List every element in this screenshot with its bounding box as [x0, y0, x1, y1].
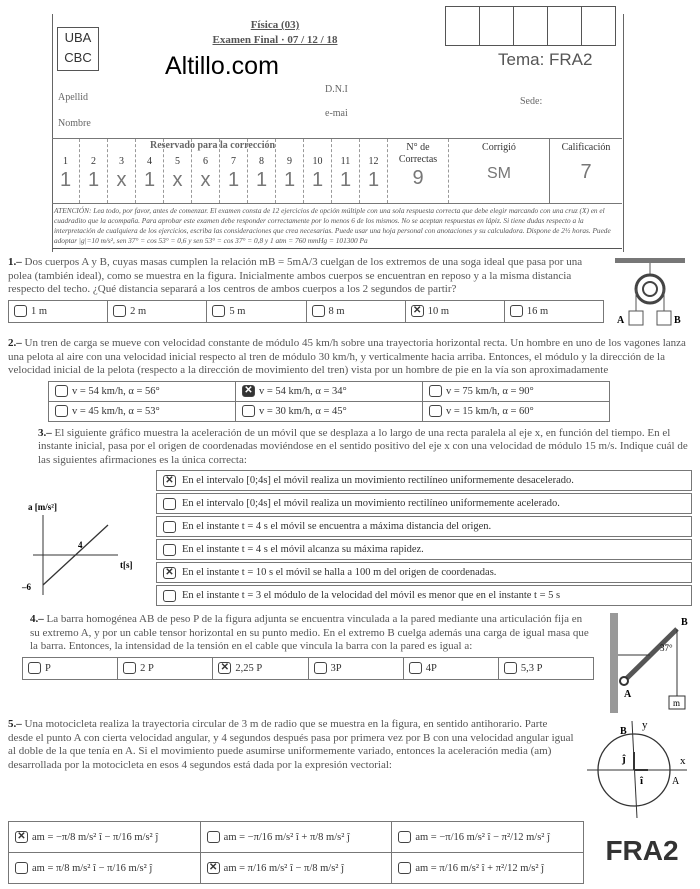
- grid-number: 5: [175, 156, 180, 167]
- q4-option[interactable]: 3P: [309, 658, 404, 679]
- question-2-block: [8, 337, 692, 422]
- grid-number: 7: [231, 156, 236, 167]
- question-4: 4.– La barra homogénea AB de peso P de la figura adjunta se encuentra vinculada a la pared mediante una articulación fija en su extremo A, y por un cable tensor horizontal en su punto medio. En el extremo B cuelga además una carga de igual masa que la barra. Entonces, la intensidad de la tensión en el cable que vincula la barra con la pared es igual a:: [30, 613, 589, 652]
- q1-option[interactable]: 8 m: [307, 301, 406, 322]
- grid-mark: 1: [59, 169, 72, 191]
- grid-number: 12: [368, 156, 379, 167]
- exam-title: [200, 18, 350, 48]
- q4-option-checked[interactable]: ✕ 2,25 P: [213, 658, 308, 679]
- question-5-options-block: [8, 821, 692, 884]
- grid-number: 11: [340, 156, 351, 167]
- question-2: 2.– Un tren de carga se mueve con velocidad constante de módulo 45 km/h sobre una trayectoria horizontal recta. Un hombre en uno de los vagones lanza una pelota al aire con una velocidad inicial respecto al tren de módulo 30 km/h, y verticalmente hacia arriba. Entonces, el módulo y la dirección de la velocidad inicial de la pelota (respecto a la dirección de movimiento del tren) vista por un hombre de pie en la vía son aproximadamente: [8, 337, 686, 376]
- grid-mark: x: [172, 169, 183, 191]
- question-3: 3.– El siguiente gráfico muestra la aceleración de un móvil que se desplaza a lo largo de una recta paralela al eje x, en función del tiempo. En el instante inicial, pasa por el origen de coordenadas moviéndose en el sentido positivo del eje x con una velocidad de módulo 15 m/s. Indique cuál de las siguientes afirmaciones es la única correcta:: [38, 426, 688, 466]
- q1-option[interactable]: 16 m: [505, 301, 603, 322]
- q1-option[interactable]: 1 m: [9, 301, 108, 322]
- q3-option[interactable]: En el instante t = 3 el módulo de la velocidad del móvil es menor que en el instante t = 5 s: [156, 585, 692, 606]
- q4-option[interactable]: P: [23, 658, 118, 679]
- question-1-block: [8, 256, 692, 332]
- x-tick: 4: [78, 540, 83, 550]
- question-1: 1.– Dos cuerpos A y B, cuyas masas cumplen la relación mB = 5mA/3 cuelgan de los extremos de una soga ideal que pasa por una polea (también ideal), como se muestra en la figura. Inicialmente ambos cuerpos se encuentran en reposo y a la misma distancia respecto del techo. ¿Qué distancia separará a los centros de ambos cuerpos a los 2 segundos de partir?: [8, 256, 583, 295]
- grid-number: 3: [119, 156, 124, 167]
- corrigio-value: SM: [487, 165, 511, 182]
- label-b: B: [674, 315, 681, 326]
- grid-mark: 1: [283, 169, 296, 191]
- q1-options: [8, 300, 604, 323]
- calificacion-value: 7: [580, 161, 592, 183]
- q5-option-checked[interactable]: ✕ am = π/16 m/s² î − π/8 m/s² ĵ: [201, 853, 393, 883]
- grid-number: 2: [91, 156, 96, 167]
- y-axis-label: y: [642, 719, 648, 731]
- q1-option[interactable]: 2 m: [108, 301, 207, 322]
- label-b: B: [681, 617, 688, 628]
- q2-option[interactable]: v = 45 km/h, α = 53°: [49, 402, 236, 421]
- circle-figure: [582, 718, 692, 818]
- grid-number: 10: [312, 156, 323, 167]
- correctas-label: N° de Correctas: [398, 142, 438, 165]
- q5-option-checked[interactable]: ✕ am = −π/8 m/s² î − π/16 m/s² ĵ: [9, 822, 201, 852]
- question-3-block: [8, 470, 692, 608]
- label-a: A: [617, 315, 625, 326]
- mass-label: m: [673, 698, 681, 708]
- question-4-block: [8, 613, 692, 713]
- q2-option[interactable]: v = 54 km/h, α = 56°: [49, 382, 236, 401]
- nombre-label: Nombre: [58, 118, 91, 129]
- unit-i: î: [640, 775, 644, 787]
- q5-option[interactable]: am = −π/16 m/s² î + π/8 m/s² ĵ: [201, 822, 393, 852]
- grid-mark: 1: [255, 169, 268, 191]
- x-axis-label: x: [680, 755, 686, 767]
- grid-number: 6: [203, 156, 208, 167]
- q1-option[interactable]: 5 m: [207, 301, 306, 322]
- grid-number: 8: [259, 156, 264, 167]
- q4-option[interactable]: 4P: [404, 658, 499, 679]
- uba-cbc-logo: [57, 27, 99, 71]
- footer-tema: FRA2: [605, 835, 679, 866]
- q3-option[interactable]: En el instante t = 4 s el móvil alcanza su máxima rapidez.: [156, 539, 692, 560]
- q5-option[interactable]: am = π/16 m/s² î + π²/12 m/s² ĵ: [392, 853, 583, 883]
- correctas-value: 9: [412, 167, 424, 189]
- q2-option[interactable]: v = 75 km/h, α = 90°: [423, 382, 609, 401]
- watermark: Altillo.com: [165, 52, 279, 80]
- q3-option-checked[interactable]: ✕ En el intervalo [0;4s] el móvil realiza un movimiento rectilíneo uniformemente desacelerado.: [156, 470, 692, 491]
- q4-option[interactable]: 2 P: [118, 658, 213, 679]
- angle-label: 37°: [660, 643, 673, 653]
- pulley-figure: [612, 256, 692, 332]
- q4-options: [22, 657, 594, 680]
- x-axis-label: t[s]: [120, 560, 133, 570]
- tema: Tema: FRA2: [498, 50, 593, 69]
- questions: [8, 256, 692, 889]
- q3-option-checked[interactable]: ✕ En el instante t = 10 s el móvil se halla a 100 m del origen de coordenadas.: [156, 562, 692, 583]
- q2-option[interactable]: v = 30 km/h, α = 45°: [236, 402, 423, 421]
- q1-option-checked[interactable]: ✕ 10 m: [406, 301, 505, 322]
- label-a: A: [624, 689, 632, 700]
- email-label: e-mai: [325, 108, 348, 119]
- grid-mark: 1: [87, 169, 100, 191]
- apellido-label: Apellid: [58, 92, 88, 103]
- y-axis-label: a [m/s²]: [28, 502, 57, 512]
- point-a: A: [672, 776, 680, 787]
- grid-number: 9: [287, 156, 292, 167]
- cbc: CBC: [64, 50, 92, 65]
- bar-figure: [602, 613, 692, 713]
- subject: Física (03): [250, 19, 300, 31]
- correction-grid: [52, 138, 622, 204]
- question-5-block: [8, 718, 692, 818]
- unit-j: ĵ: [622, 753, 626, 765]
- q4-option[interactable]: 5,3 P: [499, 658, 593, 679]
- grid-mark: 1: [227, 169, 240, 191]
- sede-label: Sede:: [520, 96, 543, 107]
- grid-number: 1: [63, 156, 68, 167]
- grid-mark: x: [116, 169, 127, 191]
- q2-options: [48, 381, 610, 422]
- q5-option[interactable]: am = −π/16 m/s² î − π²/12 m/s² ĵ: [392, 822, 583, 852]
- grid-mark: 1: [143, 169, 156, 191]
- q2-option[interactable]: v = 15 km/h, α = 60°: [423, 402, 609, 421]
- answer-code-boxes: [445, 6, 616, 46]
- question-5: 5.– Una motocicleta realiza la trayectoria circular de 3 m de radio que se muestra en la figura, en sentido antihorario. Parte desde el punto A con cierta velocidad angular, y 4 segundos después pasa por primera vez por B con una velocidad angular igual al doble de la que tenía en A. Si el movimiento puede asumirse uniformemente variado, entonces la aceleración media (am) desarrollada por la motocicleta en esos 4 segundos está dada por la expresión vectorial:: [8, 718, 574, 771]
- grid-mark: 1: [339, 169, 352, 191]
- grid-mark: 1: [367, 169, 380, 191]
- attention-note: ATENCIÓN: Lea todo, por favor, antes de comenzar. El examen consta de 12 ejercicios de opción múltiple con una sola respuesta correcta que debe elegir marcando con una cruz (X) en el cuadradito que la acompaña. Para aprobar este examen debe responder correctamente por lo menos 6 de los mismos. No se aceptan respuestas en lápiz. Si tiene dudas respecto a la interpretación de cualquiera de los ejercicios, escriba las consideraciones que crea necesarias. Puede usar una hoja personal con anotaciones y su calculadora. Dispone de 2½ horas. Puede adoptar |g|=10 m/s², sen 37° = cos 53° = 0,6 y sen 53° = cos 37° = 0,8 y 1 atm = 760 mmHg = 101300 Pa: [52, 204, 622, 249]
- exam-date: Examen Final · 07 / 12 / 18: [212, 34, 338, 46]
- q5-option[interactable]: am = π/8 m/s² î − π/16 m/s² ĵ: [9, 853, 201, 883]
- q5-options: [8, 821, 584, 884]
- grid-mark: x: [200, 169, 211, 191]
- corrigio-label: Corrigió: [482, 142, 516, 153]
- q3-option[interactable]: En el instante t = 4 s el móvil se encuentra a máxima distancia del origen.: [156, 516, 692, 537]
- dni-label: D.N.I: [325, 84, 348, 95]
- point-b: B: [620, 726, 627, 737]
- acceleration-graph: [8, 500, 148, 600]
- q2-option-checked[interactable]: ✕ v = 54 km/h, α = 34°: [236, 382, 423, 401]
- calificacion-label: Calificación: [561, 142, 611, 153]
- uba: UBA: [64, 30, 92, 45]
- q3-option[interactable]: En el intervalo [0;4s] el móvil realiza un movimiento rectilíneo uniformemente acelerado.: [156, 493, 692, 514]
- reservado-label: Reservado para la corrección: [150, 140, 276, 151]
- y-tick: –6: [22, 582, 31, 592]
- q3-options: [156, 470, 692, 608]
- grid-mark: 1: [311, 169, 324, 191]
- grid-number: 4: [147, 156, 152, 167]
